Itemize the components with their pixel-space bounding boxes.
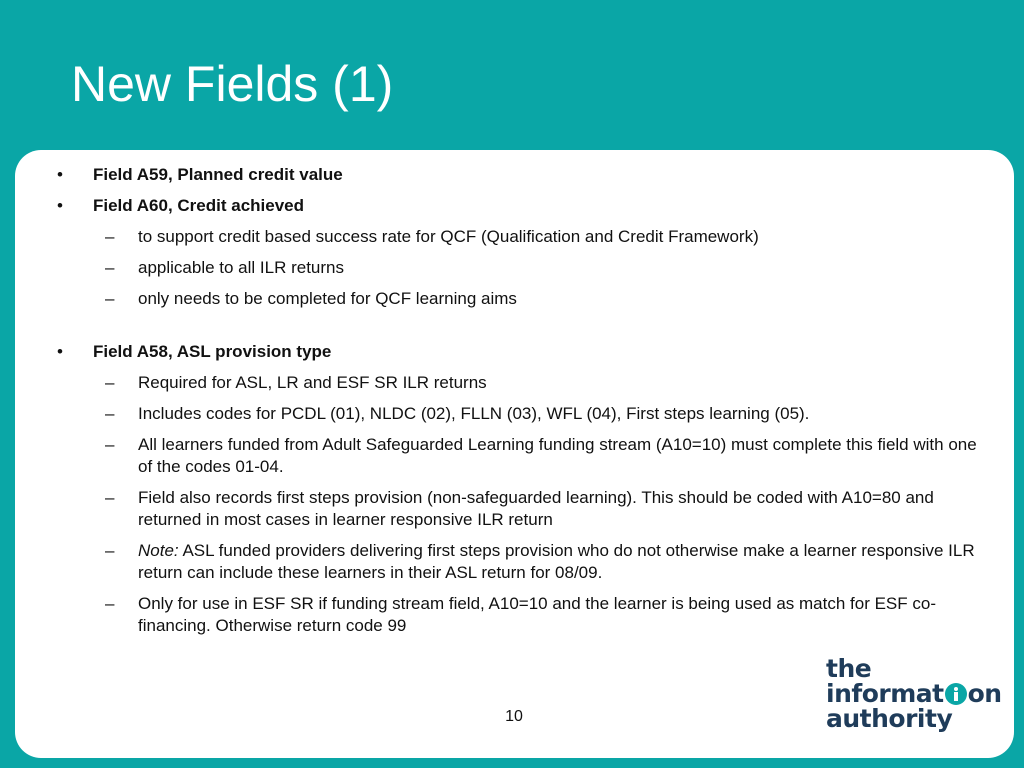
logo-text: informat [826,679,944,708]
list-item [55,195,985,217]
dash-marker: – [105,258,115,277]
sub-item-text: ASL funded providers delivering first steps provision who do not otherwise make a learner responsive ILR return can include these learners in their ASL return for 08/09. [138,541,975,582]
list-item [55,164,985,186]
page-number: 10 [505,708,523,725]
sub-item-text: Includes codes for PCDL (01), NLDC (02), FLLN (03), WFL (04), First steps learning (05). [138,404,810,423]
sub-item-text: Field also records first steps provision (non-safeguarded learning). This should be coded with A10=80 and returned in most cases in learner responsive ILR return [138,488,934,529]
logo-text: on [967,679,1002,708]
bullet-marker: • [57,342,63,361]
bullet-list [55,164,985,646]
logo-line: authority [826,704,953,733]
slide-title: New Fields (1) [71,56,394,112]
dash-marker: – [105,435,115,454]
dash-marker: – [105,541,115,560]
bullet-text: Field A58, ASL provision type [93,342,332,361]
dash-marker: – [105,488,115,507]
dash-marker: – [105,594,115,613]
sub-list-item [55,372,985,394]
list-item [55,341,985,363]
sub-item-text: Required for ASL, LR and ESF SR ILR returns [138,373,487,392]
sub-list-item [55,434,985,478]
dash-marker: – [105,373,115,392]
sub-item-text: applicable to all ILR returns [138,258,345,277]
sub-list-item [55,593,985,637]
sub-list-item [55,288,985,310]
info-icon [945,683,967,705]
sub-list-item [55,403,985,425]
spacer [55,319,985,341]
note-label: Note: [138,541,179,560]
sub-list-item [55,487,985,531]
sub-list-item [55,226,985,248]
bullet-text: Field A59, Planned credit value [93,165,343,184]
sub-item-text: to support credit based success rate for QCF (Qualification and Credit Framework) [138,227,759,246]
dash-marker: – [105,404,115,423]
sub-list-item [55,540,985,584]
sub-list-item [55,257,985,279]
sub-item-text: All learners funded from Adult Safeguarded Learning funding stream (A10=10) must complete this field with one of the codes 01-04. [138,435,977,476]
bullet-text: Field A60, Credit achieved [93,196,304,215]
dash-marker: – [105,289,115,308]
bullet-marker: • [57,165,63,184]
information-authority-logo [826,656,1002,731]
logo-line: the [826,654,872,683]
sub-item-text: only needs to be completed for QCF learning aims [138,289,517,308]
dash-marker: – [105,227,115,246]
bullet-marker: • [57,196,63,215]
sub-item-text: Only for use in ESF SR if funding stream field, A10=10 and the learner is being used as match for ESF co-financing. Otherwise return code 99 [138,594,936,635]
logo-line [826,681,1002,706]
